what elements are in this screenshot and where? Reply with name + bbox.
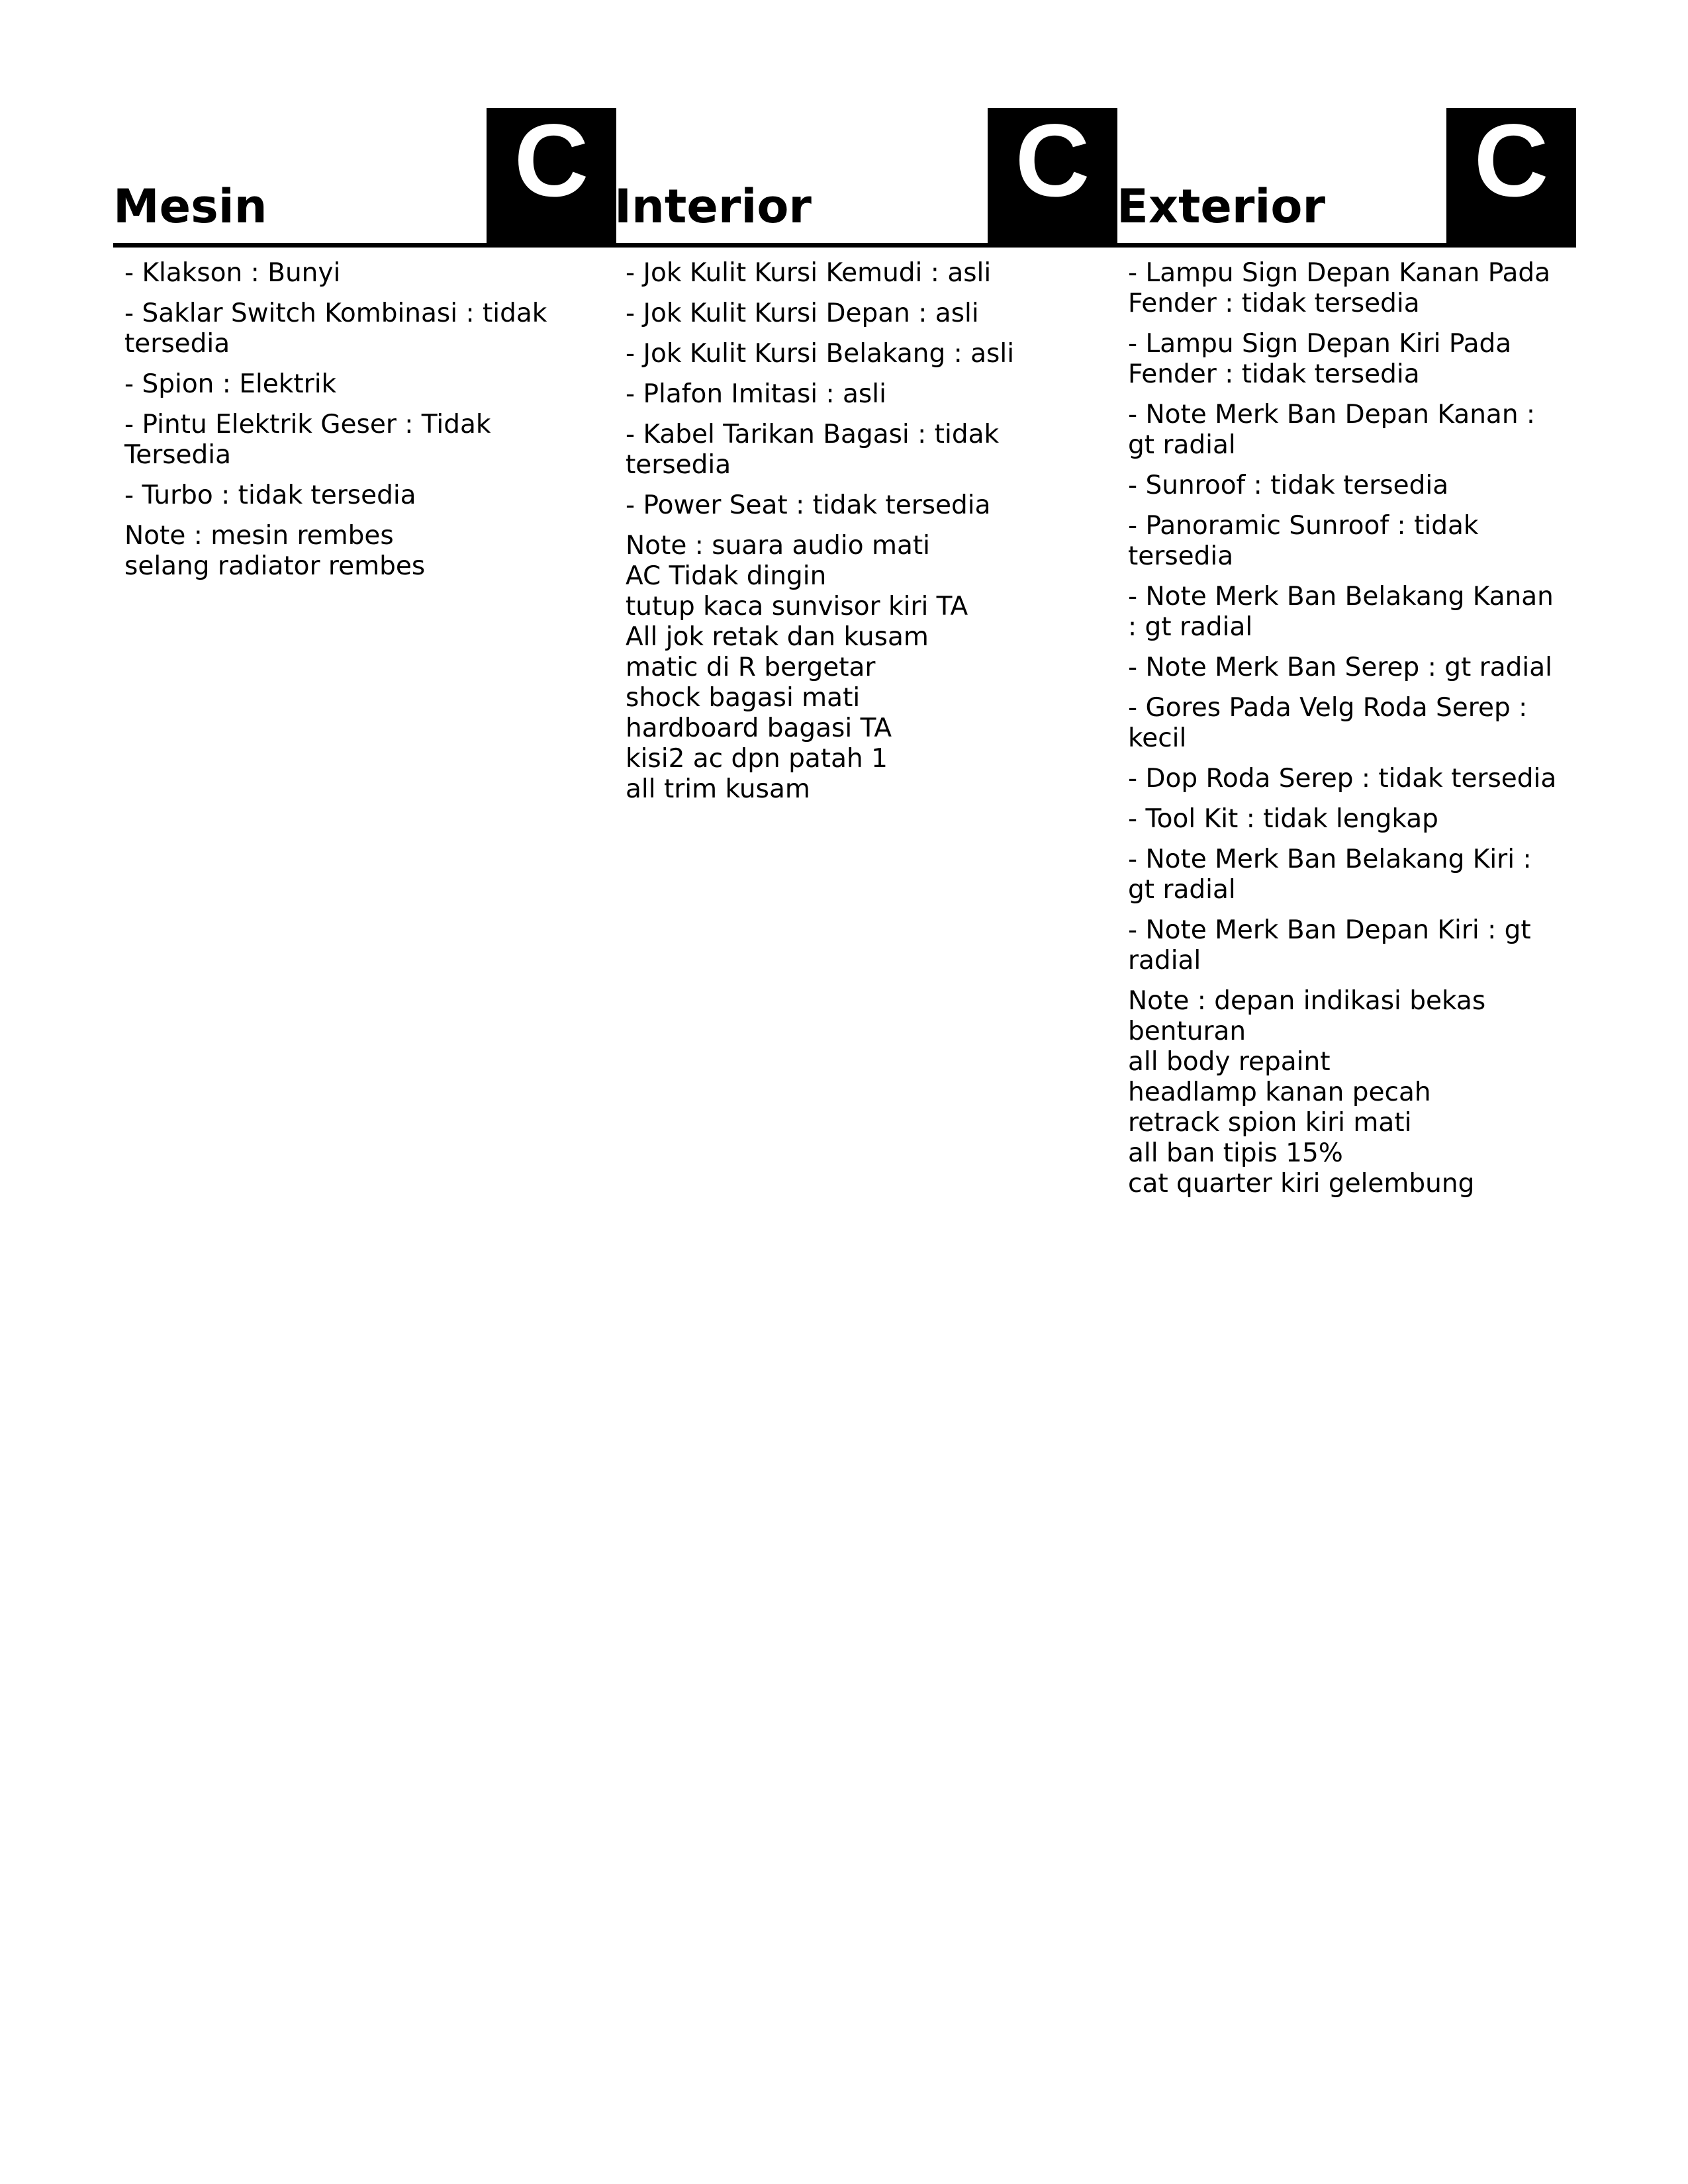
list-item: - Power Seat : tidak tersedia xyxy=(626,490,991,520)
note-line: AC Tidak dingin xyxy=(626,561,827,591)
list-item: - Kabel Tarikan Bagasi : tidak tersedia xyxy=(626,420,1000,480)
section-mesin xyxy=(113,103,616,582)
inspection-list xyxy=(614,248,1062,521)
note-line: cat quarter kiri gelembung xyxy=(1128,1169,1475,1199)
list-item: - Pintu Elektrik Geser : Tidak Tersedia xyxy=(124,410,491,470)
list-item: - Note Merk Ban Depan Kanan : gt radial xyxy=(1128,400,1536,460)
note-line: kisi2 ac dpn patah 1 xyxy=(626,744,888,774)
inspection-list xyxy=(113,248,561,511)
list-item: - Lampu Sign Depan Kiri Pada Fender : tidak tersedia xyxy=(1128,329,1512,389)
list-item: - Note Merk Ban Depan Kiri : gt radial xyxy=(1128,915,1531,976)
inspection-list xyxy=(1117,248,1560,976)
list-item: - Note Merk Ban Serep : gt radial xyxy=(1128,653,1552,682)
list-item: - Turbo : tidak tersedia xyxy=(124,480,416,510)
list-item: - Tool Kit : tidak lengkap xyxy=(1128,804,1438,834)
note-line: all ban tipis 15% xyxy=(1128,1138,1343,1168)
section-header xyxy=(614,103,1117,248)
section-note xyxy=(113,521,561,582)
section-title: Exterior xyxy=(1117,179,1326,234)
list-item: - Jok Kulit Kursi Depan : asli xyxy=(626,298,979,328)
note-line: All jok retak dan kusam xyxy=(626,622,929,652)
note-line: all trim kusam xyxy=(626,774,810,804)
section-header xyxy=(1117,103,1576,248)
note-line: shock bagasi mati xyxy=(626,683,861,713)
note-line: Note : suara audio mati xyxy=(626,531,931,561)
list-item: - Sunroof : tidak tersedia xyxy=(1128,471,1449,500)
list-item: - Jok Kulit Kursi Belakang : asli xyxy=(626,339,1015,369)
note-line: Note : depan indikasi bekas benturan xyxy=(1128,986,1486,1046)
grade-badge: C xyxy=(487,108,616,243)
section-note xyxy=(1117,986,1560,1199)
list-item: - Note Merk Ban Belakang Kanan : gt radial xyxy=(1128,582,1554,642)
section-interior xyxy=(614,103,1117,805)
note-line: retrack spion kiri mati xyxy=(1128,1108,1412,1138)
section-title: Mesin xyxy=(113,179,267,234)
section-header xyxy=(113,103,616,248)
grade-badge: C xyxy=(988,108,1117,243)
list-item: - Gores Pada Velg Roda Serep : kecil xyxy=(1128,693,1528,753)
note-line: headlamp kanan pecah xyxy=(1128,1077,1431,1107)
list-item: - Dop Roda Serep : tidak tersedia xyxy=(1128,764,1557,794)
grade-badge: C xyxy=(1446,108,1576,243)
note-line: selang radiator rembes xyxy=(124,551,426,581)
list-item: - Plafon Imitasi : asli xyxy=(626,379,886,409)
list-item: - Jok Kulit Kursi Kemudi : asli xyxy=(626,258,992,288)
list-item: - Klakson : Bunyi xyxy=(124,258,341,288)
section-exterior xyxy=(1117,103,1620,1199)
note-line: all body repaint xyxy=(1128,1047,1331,1077)
list-item: - Lampu Sign Depan Kanan Pada Fender : tidak tersedia xyxy=(1128,258,1551,318)
list-item: - Saklar Switch Kombinasi : tidak tersedia xyxy=(124,298,547,359)
note-line: Note : mesin rembes xyxy=(124,521,394,551)
list-item: - Spion : Elektrik xyxy=(124,369,337,399)
section-note xyxy=(614,531,1062,805)
list-item: - Note Merk Ban Belakang Kiri : gt radial xyxy=(1128,844,1532,905)
note-line: tutup kaca sunvisor kiri TA xyxy=(626,592,968,621)
note-line: hardboard bagasi TA xyxy=(626,713,892,743)
note-line: matic di R bergetar xyxy=(626,653,876,682)
list-item: - Panoramic Sunroof : tidak tersedia xyxy=(1128,511,1479,571)
section-title: Interior xyxy=(614,179,812,234)
